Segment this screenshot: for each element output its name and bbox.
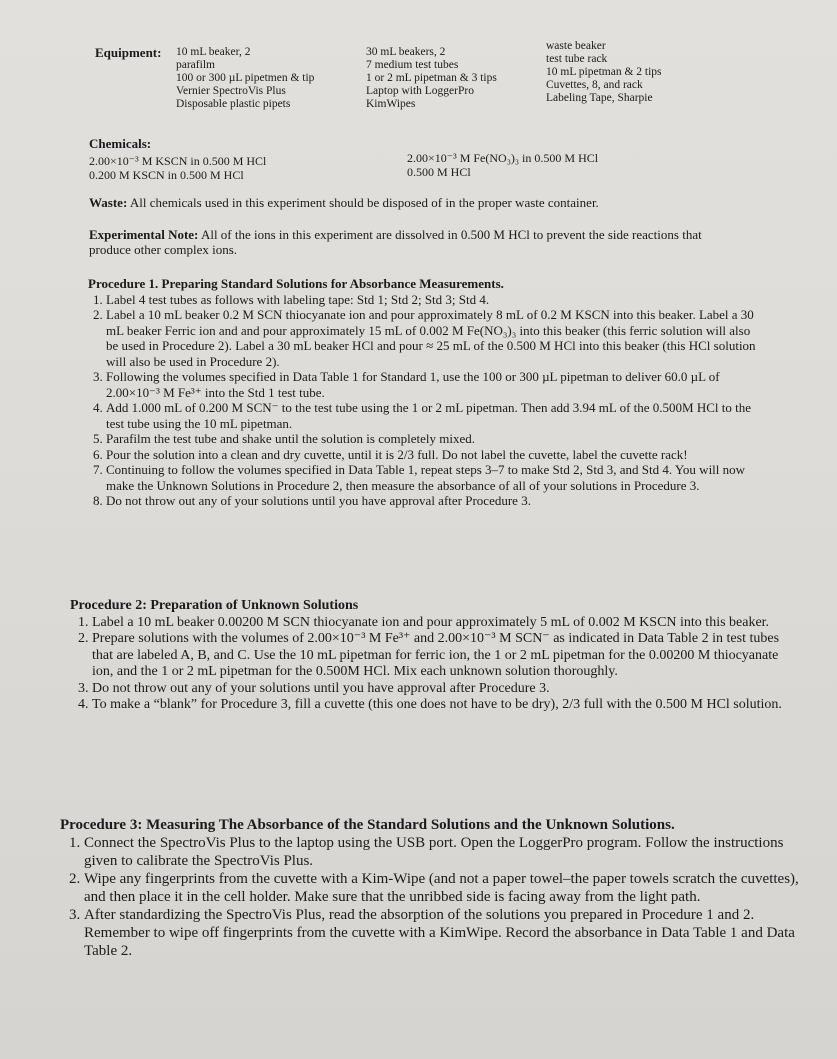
procedure-step: 3. Following the volumes specified in Data Table 1 for Standard 1, use the 100 or 300 µL pipetman to deliver 60.0 µL of 2.00×10⁻³ M Fe³⁺ into the Std 1 test tube.	[106, 369, 764, 400]
equipment-item: Cuvettes, 8, and rack	[546, 79, 643, 91]
equipment-item: KimWipes	[366, 98, 416, 110]
procedure-3	[60, 816, 810, 960]
equipment-item: Disposable plastic pipets	[176, 98, 291, 110]
procedure-2-steps	[70, 615, 790, 714]
equipment-item: test tube rack	[546, 53, 608, 65]
chemicals-column-2	[407, 151, 598, 179]
procedure-3-steps	[60, 834, 810, 960]
equipment-item: 10 mL pipetman & 2 tips	[546, 66, 662, 78]
equipment-item: parafilm	[176, 59, 215, 71]
procedure-step: 6. Pour the solution into a clean and dry cuvette, until it is 2/3 full. Do not label the cuvette, label the cuvette rack!	[106, 447, 764, 463]
chemicals-column-1	[89, 154, 266, 182]
equipment-item: 10 mL beaker, 2	[176, 46, 251, 58]
procedure-step: 2. Wipe any fingerprints from the cuvette with a Kim-Wipe (and not a paper towel–the paper towels scratch the cuvettes), and then place it in the cell holder. Make sure that the unribbed side is facing away from the light path.	[84, 870, 810, 906]
note-label: Experimental Note:	[89, 227, 199, 242]
procedure-2	[70, 598, 790, 714]
procedure-1-title: Procedure 1. Preparing Standard Solutions for Absorbance Measurements.	[88, 276, 504, 291]
procedure-step: 5. Parafilm the test tube and shake until the solution is completely mixed.	[106, 431, 764, 447]
chemical-item: 0.500 M HCl	[407, 165, 471, 179]
procedure-step: 1. Connect the SpectroVis Plus to the laptop using the USB port. Open the LoggerPro program. Follow the instructions given to calibrate the SpectroVis Plus.	[84, 834, 810, 870]
procedure-step: 4. To make a “blank” for Procedure 3, fill a cuvette (this one does not have to be dry), 2/3 full with the 0.500 M HCl solution.	[92, 697, 790, 714]
equipment-item: Laptop with LoggerPro	[366, 85, 474, 97]
chemicals-label: Chemicals:	[89, 136, 152, 151]
procedure-step: 8. Do not throw out any of your solutions until you have approval after Procedure 3.	[106, 493, 764, 509]
equipment-item: Labeling Tape, Sharpie	[546, 92, 653, 104]
procedure-3-title: Procedure 3: Measuring The Absorbance of the Standard Solutions and the Unknown Solutions.	[60, 817, 675, 833]
equipment-column-3	[546, 40, 662, 105]
equipment-item: waste beaker	[546, 40, 606, 52]
equipment-item: 100 or 300 µL pipetmen & tip	[176, 72, 315, 84]
equipment-item: 30 mL beakers, 2	[366, 46, 446, 58]
chemical-item: 0.200 M KSCN in 0.500 M HCl	[89, 168, 244, 182]
procedure-step: 7. Continuing to follow the volumes specified in Data Table 1, repeat steps 3–7 to make Std 2, Std 3, and Std 4. You will now make the Unknown Solutions in Procedure 2, then measure the absorbance of all of your solutions in Procedure 3.	[106, 462, 764, 493]
note-text: All of the ions in this experiment are dissolved in 0.500 M HCl to prevent the side reactions that produce other complex ions.	[89, 227, 702, 257]
experimental-note	[89, 227, 739, 257]
equipment-label: Equipment:	[95, 45, 162, 60]
waste-paragraph	[89, 195, 779, 210]
waste-text: All chemicals used in this experiment should be disposed of in the proper waste container.	[129, 195, 599, 210]
procedure-step: 2. Label a 10 mL beaker 0.2 M SCN thiocyanate ion and pour approximately 8 mL of 0.2 M KSCN into this beaker. Label a 30 mL beaker Ferric ion and and pour approximately 15 mL of 0.002 M Fe(NO₃)₃ into this beaker (this ferric solution will also be used in Procedure 2). Label a 30 mL beaker HCl and pour ≈ 25 mL of the 0.500 M HCl into this beaker (this HCl solution will also be used in Procedure 2).	[106, 307, 764, 369]
procedure-step: 4. Add 1.000 mL of 0.200 M SCN⁻ to the test tube using the 1 or 2 mL pipetman. Then add 3.94 mL of the 0.500M HCl to the test tube using the 10 mL pipetman.	[106, 400, 764, 431]
waste-label: Waste:	[89, 195, 128, 210]
equipment-item: Vernier SpectroVis Plus	[176, 85, 286, 97]
equipment-column-1	[176, 46, 314, 111]
procedure-1-steps	[84, 292, 764, 509]
procedure-step: 1. Label a 10 mL beaker 0.00200 M SCN thiocyanate ion and pour approximately 5 mL of 0.002 M KSCN into this beaker.	[92, 615, 790, 632]
equipment-item: 1 or 2 mL pipetman & 3 tips	[366, 72, 497, 84]
procedure-2-title: Procedure 2: Preparation of Unknown Solutions	[70, 598, 359, 613]
chemical-item: 2.00×10⁻³ M Fe(NO₃)₃ in 0.500 M HCl	[407, 151, 599, 165]
procedure-step: 3. After standardizing the SpectroVis Plus, read the absorption of the solutions you prepared in Procedure 1 and 2. Remember to wipe off fingerprints from the cuvette with a KimWipe. Record the absorbance in Data Table 1 and Data Table 2.	[84, 906, 810, 960]
procedure-step: 2. Prepare solutions with the volumes of 2.00×10⁻³ M Fe³⁺ and 2.00×10⁻³ M SCN⁻ as indicated in Data Table 2 in test tubes that are labeled A, B, and C. Use the 10 mL pipetman for ferric ion, the 1 or 2 mL pipetman for the 0.00200 M thiocyanate ion, and the 1 or 2 mL pipetman for the 0.500M HCl. Mix each unknown solution thoroughly.	[92, 631, 790, 681]
procedure-step: 1. Label 4 test tubes as follows with labeling tape: Std 1; Std 2; Std 3; Std 4.	[106, 292, 764, 308]
equipment-item: 7 medium test tubes	[366, 59, 459, 71]
procedure-step: 3. Do not throw out any of your solutions until you have approval after Procedure 3.	[92, 681, 790, 698]
equipment-column-2	[366, 46, 497, 111]
chemical-item: 2.00×10⁻³ M KSCN in 0.500 M HCl	[89, 154, 267, 168]
procedure-1	[84, 276, 764, 509]
